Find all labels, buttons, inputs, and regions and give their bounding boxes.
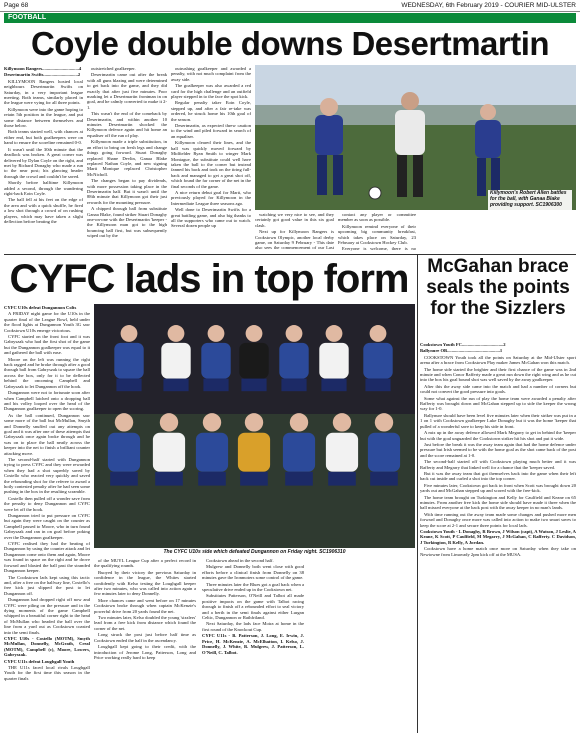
headline-cyfc: CYFC lads in top form xyxy=(9,257,409,301)
article-paragraph: outstretched goalkeeper. xyxy=(91,66,136,71)
headline-mcgahan: McGahan brace seals the points for the Sizzlers xyxy=(426,256,570,319)
article-paragraph: Cookstown ahead in the second half. xyxy=(206,558,274,563)
article-paragraph: The goalkeeper was also awarded a red card for the high challenge and an outfield player stepped in to the face the spot kick. xyxy=(171,83,251,100)
article-subhead: CYFC U11s defeat Loughgall Youth xyxy=(4,658,75,664)
article-paragraph: Dungannon were not to fortunate soon after when Campbell latched onto a dropping ball and his volley looped over the head of the Dungannon goalkeeper to open the scoring. xyxy=(4,390,90,412)
article-paragraph: outrushing goalkeeper and awarded a penalty, with not much complaint from the away side. xyxy=(171,66,251,82)
story2-column-2 xyxy=(94,558,196,733)
article-paragraph: Ballynure should have been level five minutes later when their striker was put in a 1 on 1 with Cookstown goalkeeper Luke Donaghy but it was the home 'keeper that pulled of a wonderful save to keep his side in front. xyxy=(420,412,576,429)
article-paragraph: As the ball continued, Dungannon saw some more of the ball but McMullan, Smyth and Donnelly snuffed out any attempts on goal and it was after one of these attempts that Gabryszak once again broke through and he was on to place the ball neatly across the keeper into the net to finish a brilliant counter attacking move. xyxy=(4,412,90,456)
article-paragraph: Loughgall kept going to their credit, with the introduction of Jerome Long, Patterson, Long and Price working really hard to keep xyxy=(94,644,196,660)
article-paragraph: Just before the break it was the away team again that had the home defence under pressure but Irish seemed to be with the home goal as the shot came back of the post and the score remained at 1-0. xyxy=(420,441,576,458)
article-paragraph: After this the away side came into the match and had a number of corners but could not convert the good pressure into goals. xyxy=(420,383,576,395)
article-paragraph: Next up for Killymoon Rangers is Cookstown Olympic, another local derby game, on Saturday 9 February - This date also sees the commencement of our Last xyxy=(255,229,334,251)
article-paragraph: The second-half started with Dungannon trying to press CYFC and they were rewarded when they had a shot superbly saved by Costello who reacted very quickly and saved the rebounding shot for the referee to award a hotly contested penalty after he had seen some pushing in the box in the resulting scramble. xyxy=(4,456,90,495)
article-paragraph: More chances came and went before on 17 minutes Cookstown broke through when captain McKenzie's powerful drive from 20 yards found the net. xyxy=(94,597,196,614)
article-paragraph: Killymoon made a triple substitution, in an effort to bring on fresh legs and change things going forward. Stuart Donaghy replaced Shane Devlin, Ganaa Blake replaced Nathan Coyle, and new signing Marti Monique replaced Christopher McNicholl. xyxy=(87,139,167,177)
article-paragraph: A chipped through ball from substitute Ganaa Blake, found striker Stuart Donaghy one-on-one with the Desertmartin 'keeper - the Killymoon man got to the high bouncing ball first, but was subsequently wiped out by the xyxy=(87,206,167,239)
article-paragraph: CYFC realised they had the beating of Dungannon by using the counter attack and let Dungannon come onto them and again, Moore was found in space on the right and he drove forward and blasted the ball past the stranded Dungannon keeper. xyxy=(4,541,90,574)
article-paragraph: A mix up in the away defence allowed Mark Megarry to get in behind the 'keeper but with the goal unguarded the Cookstown striker hit his shot and put it wide. xyxy=(420,430,576,441)
story1-column-1 xyxy=(4,66,83,252)
article-subhead: Cookstown Youth - L Donaghy, R Brown, J Wilson (capt), A Watson, J Leslie, A Keane, K Scott, P Caulfield, M Megarry, J McGahan, C Rafferty. C Davidson, J Turkington, R Kelly, A Jordan. xyxy=(420,529,576,545)
article-paragraph: Desertmartin came out after the break with all guns blazing and were determined to get back into the game, and they did exactly that after just five minutes. Poor marking let a Desertmartin frontman in on goal, and he calmly converted to make it 2-1. xyxy=(87,72,167,110)
article-paragraph: A FRIDAY night game for the U10s in the quarter final of the League Bowl, held under the flood lights at Dungannon Youth 3G saw Cookstown U10s emerge victorious. xyxy=(4,311,90,333)
article-subhead: Cookstown Youth FC....................................2 xyxy=(420,342,506,347)
article-paragraph: Both teams started well, with chances at either end, but both goalkeepers were on hand to ensure the scoreline remained 0-0. xyxy=(4,129,83,146)
story3-column-1 xyxy=(420,342,576,733)
article-paragraph: The ball fell at his feet on the edge of the area and with a quick shuffle, he fired a low shot through a crowd of on rushing players, which may have taken a slight deflection before beating the xyxy=(4,197,83,224)
article-paragraph: THE U11s faced local rivals Loughgall Youth for the first time this season in the quarter finals xyxy=(4,665,90,681)
headline-coyle: Coyle double downs Desertmartin xyxy=(30,25,550,62)
article-paragraph: Next Saturday, the lads face Moira at home in the first round of the Knockout Cup. xyxy=(202,621,304,632)
article-paragraph: Some what against the run of play the home team were awarded a penalty after Rafferty was brought down and McGahan stepped up to side the keeper the wrong way for 1-0. xyxy=(420,395,576,412)
article-paragraph: COOKSTOWN Youth took all the points on Saturday at the Mid-Ulster sport arena after a brace from Cookstown Play maker James McGahan won this match. xyxy=(420,354,576,366)
story1-column-2 xyxy=(87,66,167,252)
article-paragraph: Well done to Desertmartin Swifts for a great battling game, and also big thanks to all the supporters who came out to watch. Several dozen people up xyxy=(171,207,251,229)
team-group-illustration xyxy=(94,304,415,548)
article-paragraph: Costello then pulled off a wonder save from the penalty to deny Dungannon and CYFC were let off the hook. xyxy=(4,495,90,512)
story1-column-5 xyxy=(338,212,416,252)
killymoon-photo-caption: Killymoon's Robert Allen battles for the ball, with Ganaa Blake providing support. SC1906300 xyxy=(488,190,572,214)
article-paragraph: Everyone is welcome, there is no xyxy=(342,246,416,252)
article-paragraph: The Cookstown lads kept using this tactic and, after a free on the halfway line, Costello's free kick just slipped the post to let Dungannon off. xyxy=(4,574,90,596)
issue-date: WEDNESDAY, 6th February 2019 - COURIER MID-ULSTER xyxy=(401,2,576,9)
article-paragraph: Desertmartin, as expected threw caution to the wind and piled forward in search of an equaliser. xyxy=(171,123,251,139)
article-paragraph: CYFC started on the front foot and it was Gabryszak who had the first shot of the game but the Dungannon goalkeeper was equal to it and gathered the ball with ease. xyxy=(4,334,90,356)
article-paragraph: Two minutes later, Kelso doubled the young 'sizzlers' lead from a free kick from distance which found the corner of the net. xyxy=(94,615,196,631)
article-paragraph: Three minutes later the Blues got a goal back when a speculative drive ended up in the Cookstown net. xyxy=(202,581,304,593)
article-paragraph: Long struck the post just before half time as Cookstown ended the half in the ascendancy. xyxy=(94,632,196,643)
article-paragraph: KILLYMOON Rangers hosted local neighbours Desertmartin Swifts on Saturday, in a very important league meeting. Both teams, similarly placed in the league were vying for all three points. xyxy=(4,78,83,106)
article-paragraph: Dungannon tried to put pressure on CYFC but again they were caught on the counter as Campbell passed to Moore, who in turn found Gabryszak and ran in on goal before poking over the Dungannon goalkeeper. xyxy=(4,513,90,540)
match-action-illustration xyxy=(255,65,576,210)
article-paragraph: A nice return debut goal for Marti, who previously played for Killymoon in the Intermediate League three seasons ago. xyxy=(171,189,251,206)
story1-column-3 xyxy=(171,66,251,252)
article-subhead: CYFC U11s - B. Patterson, J. Long, E. Irwin, J. Price, H. McKenzie, A. McElhatton, I. Kelso, J. Donnelly, J. White, B. Mulgrew, J. Patterson, L. O'Neill, C. Talbot. xyxy=(202,633,304,655)
article-paragraph: watching we very nice to see, and they certainly got good value in this six goal clash. xyxy=(255,212,334,228)
article-paragraph: contact any player or committee member as soon as possible. xyxy=(338,212,416,223)
article-paragraph: Regular penalty taker Eoin Coyle, stepped up, and after a fair re-take was ordered, he struck home his 10th goal of the season. xyxy=(171,100,251,122)
page-number: Page 68 xyxy=(4,2,29,9)
section-banner: FOOTBALL xyxy=(4,13,576,23)
page-header xyxy=(0,0,580,12)
article-subhead: Ballynure OB..............................................1 xyxy=(420,348,503,354)
killymoon-match-photo xyxy=(255,65,576,210)
article-paragraph: Killymoon remind everyone of their upcoming big community breakfast, which takes place on Saturday, 23 February at Cookstown Hockey Club. xyxy=(338,223,416,246)
article-subhead: CYFC U10s - Costello (MOTM), Smyth McMullan, Donnelly, McGrath, Creal (MOTM), Campbell (c), Moore, Lowers, Gabryszak. xyxy=(4,635,90,658)
article-paragraph: Killymoon cleared their lines, and the ball was quickly moved forward by Midfielder Ryan Smith to winger Mark Montague, the substitute could well have taken the ball to the corner but instead fanned his back and took on the tiring full-back and managed to get a great shot off, which found the far corner of the net in the final seconds of the game. xyxy=(171,140,251,189)
cyfc-team-photo xyxy=(94,304,415,548)
article-subhead: Desertmartin Swifts..............................2 xyxy=(4,72,81,78)
article-subhead: Killymoon Rangers................................4 xyxy=(4,66,82,71)
story2-column-1 xyxy=(4,305,90,733)
article-paragraph: Five minutes later, Cookstown got back in front when Scott was brought down 20 yards out and McGahan stepped up and scored with the free-kick. xyxy=(420,482,576,494)
article-paragraph: The changes began to pay dividends, with more possession taking place in the Desertmartin half. But it wasn't until the 88th minute that Killymoon got their just rewards for the mounting pressure. xyxy=(87,178,167,205)
article-paragraph: Buoyed by their victory the previous Saturday in confidence in the league, the Whites started confidently with Kelso testing the Loughgall keeper after two minutes, who was called into action again a few minutes later to deny Donnelly. xyxy=(94,569,196,597)
article-paragraph: The home team brought on Turkington and Kelly for Caulfield and Keane on 65 minutes. From another free kick the home side should have made it three when the ball missed everyone at the back post with the away keeper in no man's lands. xyxy=(420,494,576,511)
article-paragraph: This wasn't the end of the comeback by Desertmartin, and within another 10 minutes Desertmartin shocked the Killymoon defence again and hit home an equaliser off the run of play. xyxy=(87,111,167,138)
article-paragraph: of the MUYL League Cup after a perfect record in the qualifying rounds. xyxy=(94,558,196,569)
story1-column-4 xyxy=(255,212,334,252)
article-paragraph: Dungannon had dropped right off now and CYFC were piling on the pressure and in the dying moments of the game Campbell whipped in a beautiful corner right to the head of McMullan who headed the ball over the line from a yard out as Cookstown coasted into the semi finals. xyxy=(4,597,90,635)
cyfc-photo-caption: The CYFC U10s side which defeated Dungannon on Friday night. SC1906310 xyxy=(163,549,346,555)
article-paragraph: Killymoon were into the game hoping to retain 5th position in the league, and put some distance between themselves and those below. xyxy=(4,106,83,129)
article-paragraph: With time running out the away team made some changes and pushed more men forward and Donaghy once more was called into action to make two smart saves to keep the score at 2-1 and secure three points for local lads. xyxy=(420,511,576,528)
article-paragraph: Moore on the left was running the right back ragged and he broke through after a good through ball from Gabryszak to square the ball across the box, only for it to be deflected behind the oncoming Campbell and Gabryszak to let Dungannon off the hook. xyxy=(4,356,90,389)
article-paragraph: Mulgrew and Donnelly both went close with good efforts before a clinical finish from Donnelly on 38 minutes gave the Ironmoters some control of the game. xyxy=(202,564,304,581)
article-paragraph: It wasn't until the 30th minute that the deadlock was broken. A great corner was delivered by Dylan Coyle on the right, and met by Richard Donaghy who made a run to the near post; his glancing header through the crowd and couldn't be saved. xyxy=(4,146,83,179)
article-paragraph: The second-half started off with Cookstown playing much better and it was Rafferty and Megarry that linked well for a chance that the 'keeper saved. xyxy=(420,459,576,470)
column-divider xyxy=(417,255,418,733)
article-paragraph: Cookstown have a home match once more on Saturday when they take on Newtowne from Limavady 2pm kick off at the MUSA. xyxy=(420,546,576,557)
article-paragraph: Shortly before halftime Killymoon added a second, through the wandering right-back Eoin Coyle. xyxy=(4,180,83,196)
article-paragraph: Substitutes Patterson, O'Neill and Talbot all made positive impacts on the game with Talbot racing through to finish off a rebounded effort to seal victory and a berth in the semi finals against either Lurgan Celtic, Dungannon or Rathfriland. xyxy=(202,593,304,621)
article-subhead: CYFC U10s defeat Dungannon Colts xyxy=(4,305,77,310)
article-paragraph: The home side started the brighter and their first chance of the game was in 2nd minute and when Conor Rafferty made a great run down the right wing and as he cut into the box his goal bound shot was well saved by the away goalkeeper. xyxy=(420,366,576,383)
story2-column-3 xyxy=(202,558,304,733)
article-paragraph: But it was the away team that got themselves back into the game when their left back cut inside and curled a shot into the top corner. xyxy=(420,470,576,482)
